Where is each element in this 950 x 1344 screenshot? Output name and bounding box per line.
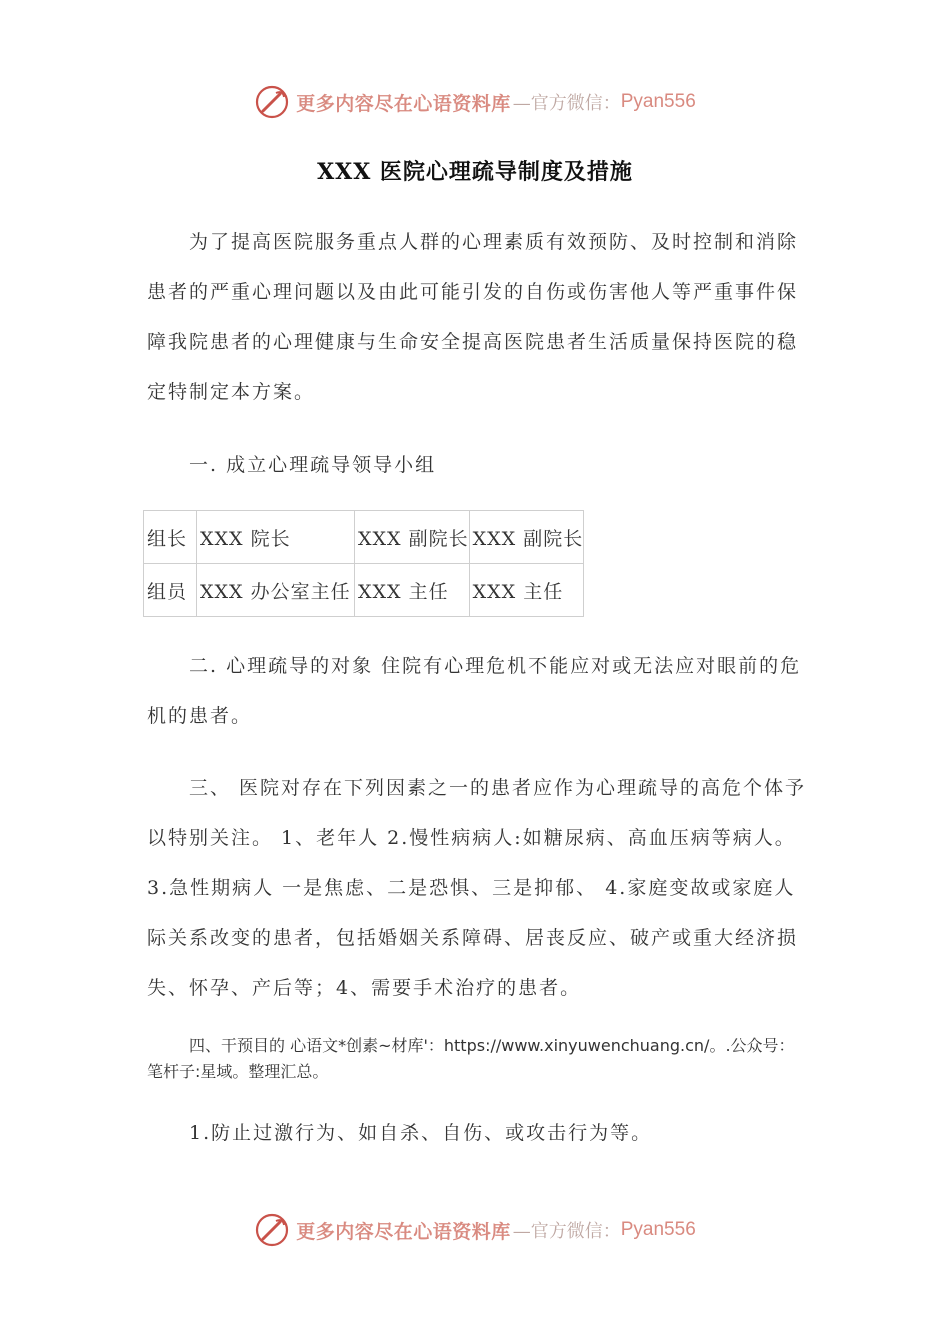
table-cell: XXX 副院长 xyxy=(469,511,584,564)
section-2-paragraph: 二. 心理疏导的对象 住院有心理危机不能应对或无法应对眼前的危机的患者。 xyxy=(147,655,802,727)
section-1-heading: 一. 成立心理疏导领导小组 xyxy=(189,454,437,476)
table-row xyxy=(144,564,584,617)
section-4-item-1: 1.防止过激行为、如自杀、自伤、或攻击行为等。 xyxy=(189,1122,653,1144)
table-row xyxy=(144,511,584,564)
table-cell: XXX 办公室主任 xyxy=(197,564,355,617)
table-cell: 组员 xyxy=(144,564,197,617)
banner-slogan: 更多内容尽在心语资料库 xyxy=(296,92,511,115)
intro-paragraph: 为了提高医院服务重点人群的心理素质有效预防、及时控制和消除患者的严重心理问题以及由此可能引发的自伤或伤害他人等严重事件保障我院患者的心理健康与生命安全提高医院患者生活质量保持医院的稳定特制定本方案。 xyxy=(147,231,799,403)
section-3-paragraph: 三、 医院对存在下列因素之一的患者应作为心理疏导的高危个体予以特别关注。 1、老年人 2.慢性病病人:如糖尿病、高血压病等病人。 3.急性期病人 一是焦虑、二是恐惧、三是抑郁、 4.家庭变故或家庭人际关系改变的患者，包括婚姻关系障碍、居丧反应、破产或重大经济损失、怀孕、产后等；4、需要手术治疗的患者。 xyxy=(147,777,807,999)
banner-official-label: —官方微信： xyxy=(512,93,621,114)
pen-logo-icon xyxy=(254,1212,290,1248)
table-cell: 组长 xyxy=(144,511,197,564)
banner-slogan: 更多内容尽在心语资料库 xyxy=(296,1220,511,1243)
banner-wechat-id: Pyan556 xyxy=(620,91,696,112)
banner-official-label: —官方微信： xyxy=(512,1221,621,1242)
table-cell: XXX 主任 xyxy=(469,564,584,617)
table-cell: XXX 院长 xyxy=(197,511,355,564)
document-title: XXX 医院心理疏导制度及措施 xyxy=(317,159,633,185)
pen-logo-icon xyxy=(254,84,290,120)
banner-wechat-id: Pyan556 xyxy=(620,1219,696,1240)
table-cell: XXX 副院长 xyxy=(355,511,470,564)
leadership-table xyxy=(143,510,584,617)
header-banner xyxy=(0,82,950,122)
footer-banner xyxy=(0,1210,950,1250)
table-cell: XXX 主任 xyxy=(355,564,470,617)
section-4-paragraph: 四、干预目的 心语文*创素~材库'：https://www.xinyuwenchuang.cn/。.公众号：笔杆子:星域。整理汇总。 xyxy=(147,1036,795,1081)
